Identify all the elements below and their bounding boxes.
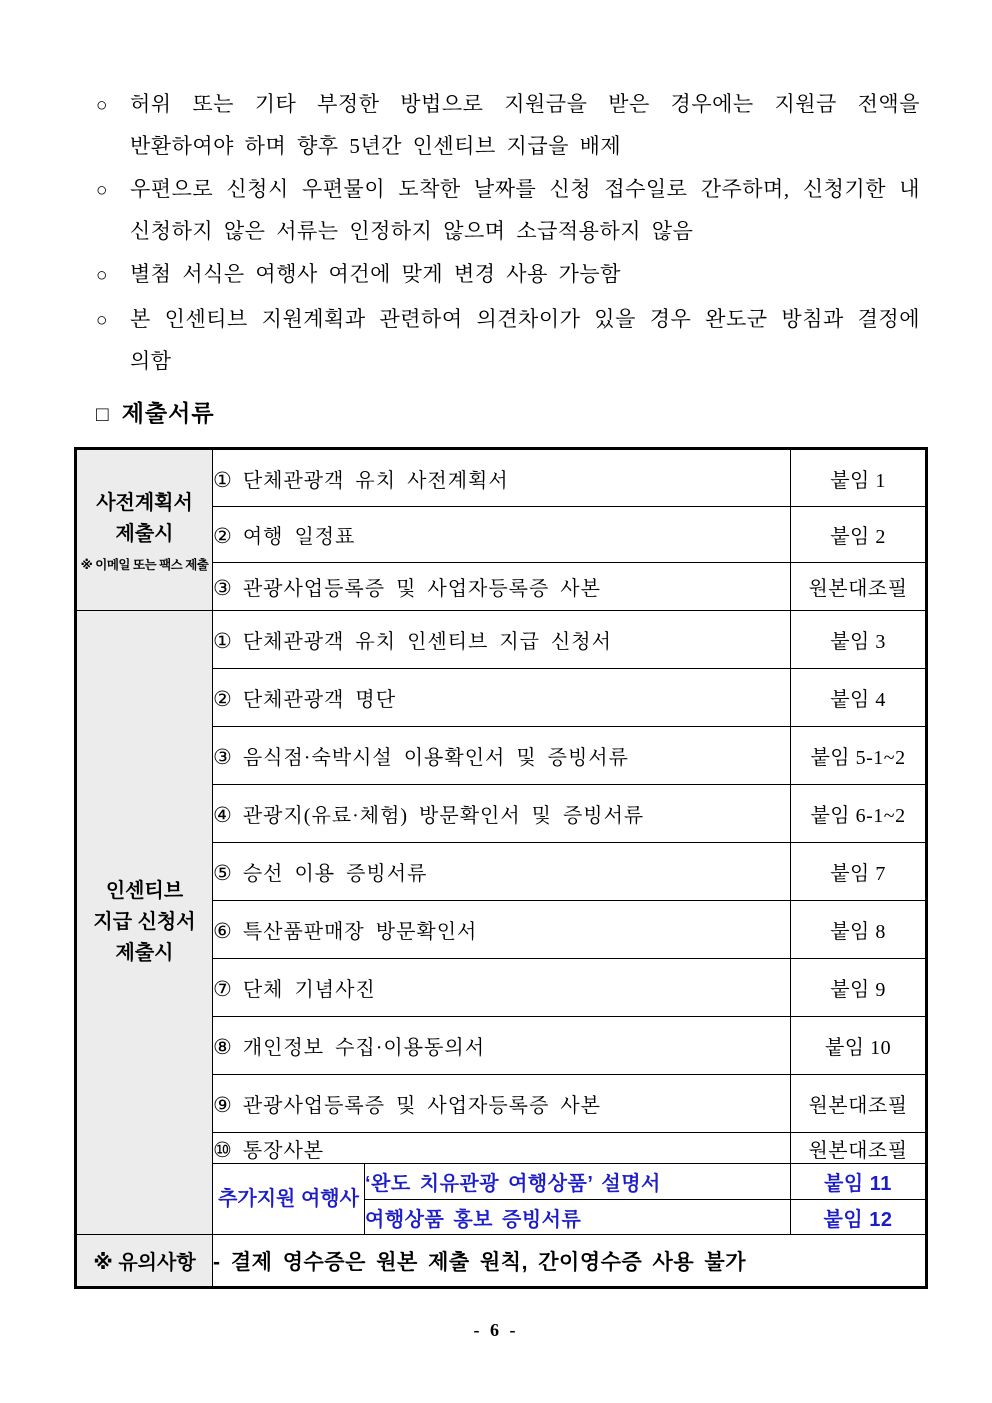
attachment-ref: 붙임 3: [791, 611, 927, 669]
submission-documents-table: [74, 447, 928, 1289]
circled-number-icon: ①: [213, 629, 233, 653]
bullet-item: [96, 84, 920, 166]
header-line: 사전계획서: [96, 491, 193, 514]
item-text: 단체관광객 명단: [242, 689, 397, 711]
header-line: 제출시: [115, 522, 174, 545]
bullet-item: [96, 169, 920, 251]
bullet-text: 본 인센티브 지원계획과 관련하여 의견차이가 있을 경우 완도군 방침과 결정에 의함: [130, 307, 920, 373]
notice-text: - 결제 영수증은 원본 제출 원칙, 간이영수증 사용 불가: [213, 1235, 927, 1288]
attachment-ref: 붙임 6-1~2: [791, 785, 927, 843]
document-item: [213, 507, 791, 563]
table-row: [76, 611, 927, 669]
item-text: 관광지(유료·체험) 방문확인서 및 증빙서류: [242, 805, 645, 827]
attachment-ref: 붙임 12: [791, 1200, 927, 1235]
circled-number-icon: ④: [213, 803, 233, 827]
extra-label-line: 여행사: [300, 1188, 359, 1210]
document-item: [213, 785, 791, 843]
item-text: 음식점·숙박시설 이용확인서 및 증빙서류: [242, 747, 629, 769]
document-item: [213, 901, 791, 959]
circled-number-icon: ③: [213, 745, 233, 769]
attachment-ref: 붙임 4: [791, 669, 927, 727]
circled-number-icon: ⑩: [213, 1137, 233, 1162]
circle-bullet-icon: ○: [96, 310, 108, 331]
document-item: [213, 669, 791, 727]
attachment-ref: 붙임 1: [791, 449, 927, 507]
bullet-text: 허위 또는 기타 부정한 방법으로 지원금을 받은 경우에는 지원금 전액을 반환하여야 하며 향후 5년간 인센티브 지급을 배제: [130, 92, 920, 158]
document-item: [213, 563, 791, 611]
attachment-ref: 붙임 2: [791, 507, 927, 563]
document-item: [213, 727, 791, 785]
item-text: 단체 기념사진: [242, 979, 376, 1001]
notice-row: [76, 1235, 927, 1288]
document-item: [213, 1133, 791, 1164]
circled-number-icon: ⑧: [213, 1035, 233, 1059]
circled-number-icon: ②: [213, 687, 233, 711]
square-bullet-icon: □: [96, 402, 110, 426]
attachment-ref: 붙임 5-1~2: [791, 727, 927, 785]
attachment-ref: 원본대조필: [791, 1075, 927, 1133]
header-line: 지급 신청서: [93, 911, 196, 933]
table-row: [76, 449, 927, 507]
row-group-header-apply: [76, 611, 213, 1235]
row-group-header-plan: [76, 449, 213, 611]
circled-number-icon: ⑥: [213, 919, 233, 943]
circle-bullet-icon: ○: [96, 265, 108, 286]
circle-bullet-icon: ○: [96, 180, 108, 201]
bullet-text: 별첨 서식은 여행사 여건에 맞게 변경 사용 가능함: [130, 262, 621, 286]
extra-document-item: ‘완도 치유관광 여행상품’ 설명서: [365, 1164, 791, 1200]
section-header: [96, 395, 992, 428]
bullet-list: [0, 84, 992, 381]
item-text: 여행 일정표: [242, 526, 356, 548]
item-text: 단체관광객 유치 인센티브 지급 신청서: [242, 631, 612, 653]
item-text: 관광사업등록증 및 사업자등록증 사본: [242, 578, 601, 600]
header-note: ※ 이메일 또는 팩스 제출: [80, 557, 209, 572]
circled-number-icon: ③: [213, 576, 233, 600]
item-text: 특산품판매장 방문확인서: [242, 921, 478, 943]
extra-document-item: 여행상품 홍보 증빙서류: [365, 1200, 791, 1235]
circle-bullet-icon: ○: [96, 95, 108, 116]
circled-number-icon: ②: [213, 524, 233, 548]
attachment-ref: 원본대조필: [791, 1133, 927, 1164]
document-item: [213, 449, 791, 507]
attachment-ref: 원본대조필: [791, 563, 927, 611]
extra-label-line: 추가지원: [218, 1188, 296, 1210]
attachment-ref: 붙임 10: [791, 1017, 927, 1075]
header-line: 인센티브: [105, 880, 184, 902]
attachment-ref: 붙임 11: [791, 1164, 927, 1200]
document-item: [213, 959, 791, 1017]
circled-number-icon: ⑦: [213, 977, 233, 1001]
bullet-item: [96, 299, 920, 381]
attachment-ref: 붙임 9: [791, 959, 927, 1017]
item-text: 통장사본: [242, 1139, 325, 1162]
item-text: 관광사업등록증 및 사업자등록증 사본: [242, 1095, 601, 1117]
circled-number-icon: ⑤: [213, 861, 233, 885]
header-line: 제출시: [115, 942, 174, 964]
section-title: 제출서류: [121, 401, 215, 426]
circled-number-icon: ①: [213, 467, 233, 492]
attachment-ref: 붙임 7: [791, 843, 927, 901]
bullet-text: 우편으로 신청시 우편물이 도착한 날짜를 신청 접수일로 간주하며, 신청기한 내 신청하지 않은 서류는 인정하지 않으며 소급적용하지 않음: [130, 177, 920, 243]
item-text: 승선 이용 증빙서류: [242, 863, 428, 885]
item-text: 단체관광객 유치 사전계획서: [242, 469, 509, 492]
notice-label: ※ 유의사항: [76, 1235, 213, 1288]
document-item: [213, 843, 791, 901]
document-item: [213, 611, 791, 669]
item-text: 개인정보 수집·이용동의서: [242, 1037, 486, 1059]
extra-support-label: [213, 1164, 365, 1235]
document-item: [213, 1017, 791, 1075]
circled-number-icon: ⑨: [213, 1093, 233, 1117]
bullet-item: [96, 254, 920, 296]
page-number: - 6 -: [473, 1320, 519, 1340]
attachment-ref: 붙임 8: [791, 901, 927, 959]
document-item: [213, 1075, 791, 1133]
